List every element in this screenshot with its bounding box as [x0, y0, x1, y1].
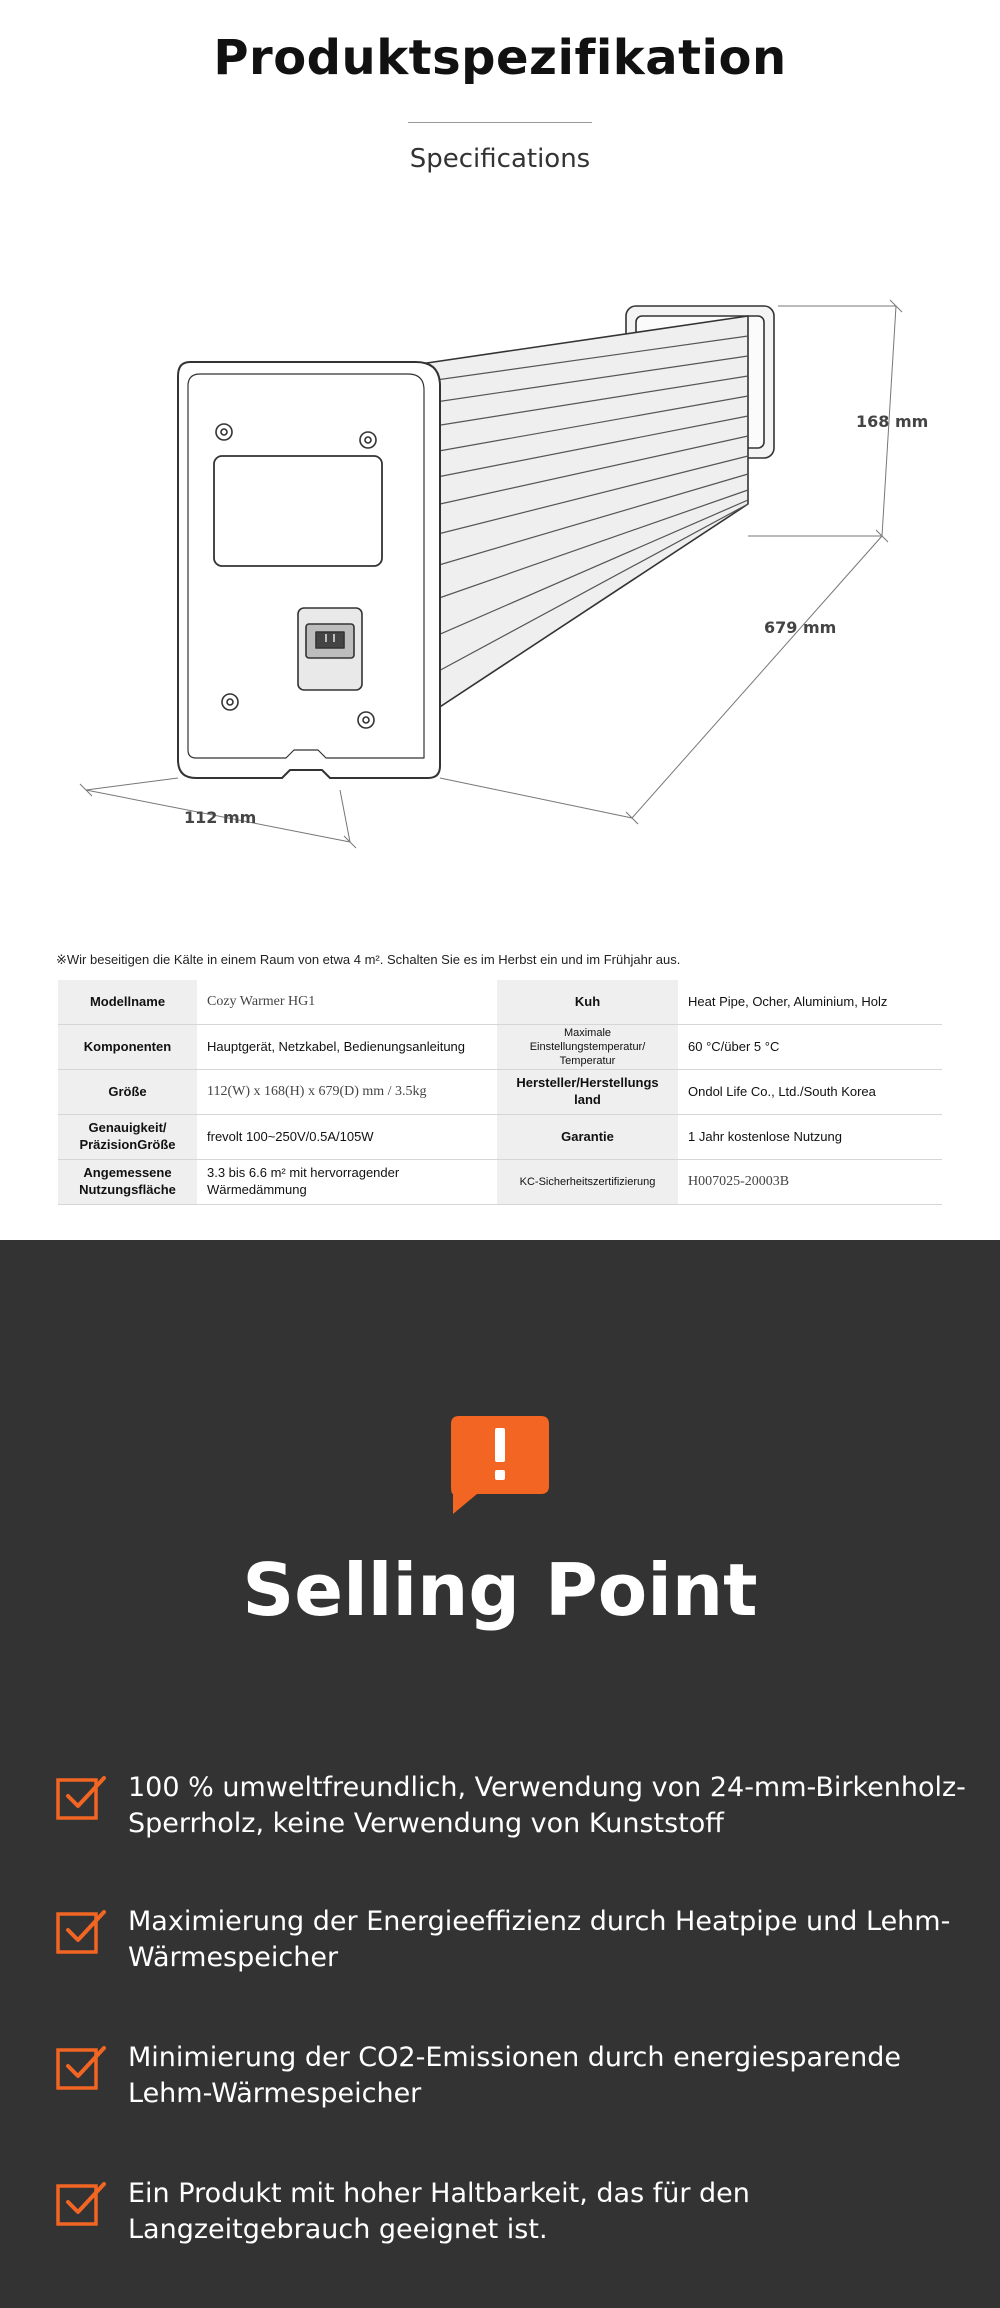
- spec-value-garantie: 1 Jahr kostenlose Nutzung: [678, 1115, 942, 1160]
- spec-label-genauigkeit: Genauigkeit/ PräzisionGröße: [58, 1115, 197, 1160]
- spec-label-modellname: Modellname: [58, 980, 197, 1025]
- spec-label-nutzung: Angemessene Nutzungsfläche: [58, 1160, 197, 1205]
- spec-value-komponenten: Hauptgerät, Netzkabel, Bedienungsanleitung: [197, 1025, 497, 1070]
- selling-point-title: Selling Point: [242, 1548, 758, 1632]
- spec-label-temperatur: Maximale Einstellungstemperatur/ Temperatur: [497, 1025, 678, 1070]
- table-row: [58, 980, 942, 1025]
- checkbox-checked-icon: [56, 1774, 108, 1820]
- spec-value-nutzung: 3.3 bis 6.6 m² mit hervorragender Wärmedämmung: [197, 1160, 497, 1205]
- alert-speech-bubble-icon: [451, 1416, 549, 1514]
- table-row: [58, 1025, 942, 1070]
- spec-label-komponenten: Komponenten: [58, 1025, 197, 1070]
- table-row: [58, 1115, 942, 1160]
- spec-table: [58, 980, 942, 1205]
- spec-value-kc: H007025-20003B: [678, 1160, 942, 1205]
- spec-label-garantie: Garantie: [497, 1115, 678, 1160]
- page-subtitle: Specifications: [409, 144, 591, 174]
- spec-value-kuh: Heat Pipe, Ocher, Aluminium, Holz: [678, 980, 942, 1025]
- spec-label-kuh: Kuh: [497, 980, 678, 1025]
- spec-value-hersteller: Ondol Life Co., Ltd./South Korea: [678, 1070, 942, 1115]
- list-item: [56, 2040, 976, 2110]
- spec-value-temperatur: 60 °C/über 5 °C: [678, 1025, 942, 1070]
- spec-label-kc: KC-Sicherheitszertifizierung: [497, 1160, 678, 1205]
- list-item: [56, 1770, 976, 1840]
- usage-note: ※Wir beseitigen die Kälte in einem Raum von etwa 4 m². Schalten Sie es im Herbst ein und im Frühjahr aus.: [56, 952, 681, 967]
- checkbox-checked-icon: [56, 1908, 108, 1954]
- selling-point-text: Maximierung der Energieeffizienz durch Heatpipe und Lehm-Wärmespeicher: [128, 1906, 951, 1973]
- table-row: [58, 1160, 942, 1205]
- selling-point-text: Minimierung der CO2-Emissionen durch energiesparende Lehm-Wärmespeicher: [128, 2042, 902, 2109]
- dimension-height: 168 mm: [856, 412, 929, 431]
- table-row: [58, 1070, 942, 1115]
- spec-value-modellname: Cozy Warmer HG1: [197, 980, 497, 1025]
- list-item: [56, 1904, 976, 1974]
- spec-label-groesse: Größe: [58, 1070, 197, 1115]
- spec-label-hersteller: Hersteller/Herstellungs land: [497, 1070, 678, 1115]
- title-divider: [408, 122, 592, 123]
- selling-point-text: Ein Produkt mit hoher Haltbarkeit, das für den Langzeitgebrauch geeignet ist.: [128, 2178, 750, 2245]
- spec-value-genauigkeit: frevolt 100~250V/0.5A/105W: [197, 1115, 497, 1160]
- dimension-width: 112 mm: [184, 808, 257, 827]
- page-title: Produktspezifikation: [213, 30, 787, 86]
- checkbox-checked-icon: [56, 2044, 108, 2090]
- list-item: [56, 2176, 976, 2246]
- checkbox-checked-icon: [56, 2180, 108, 2226]
- product-drawing: [0, 270, 1000, 870]
- dimension-length: 679 mm: [764, 618, 837, 637]
- selling-point-text: 100 % umweltfreundlich, Verwendung von 24-mm-Birkenholz-Sperrholz, keine Verwendung von Kunststoff: [128, 1772, 966, 1839]
- spec-value-groesse: 112(W) x 168(H) x 679(D) mm / 3.5kg: [197, 1070, 497, 1115]
